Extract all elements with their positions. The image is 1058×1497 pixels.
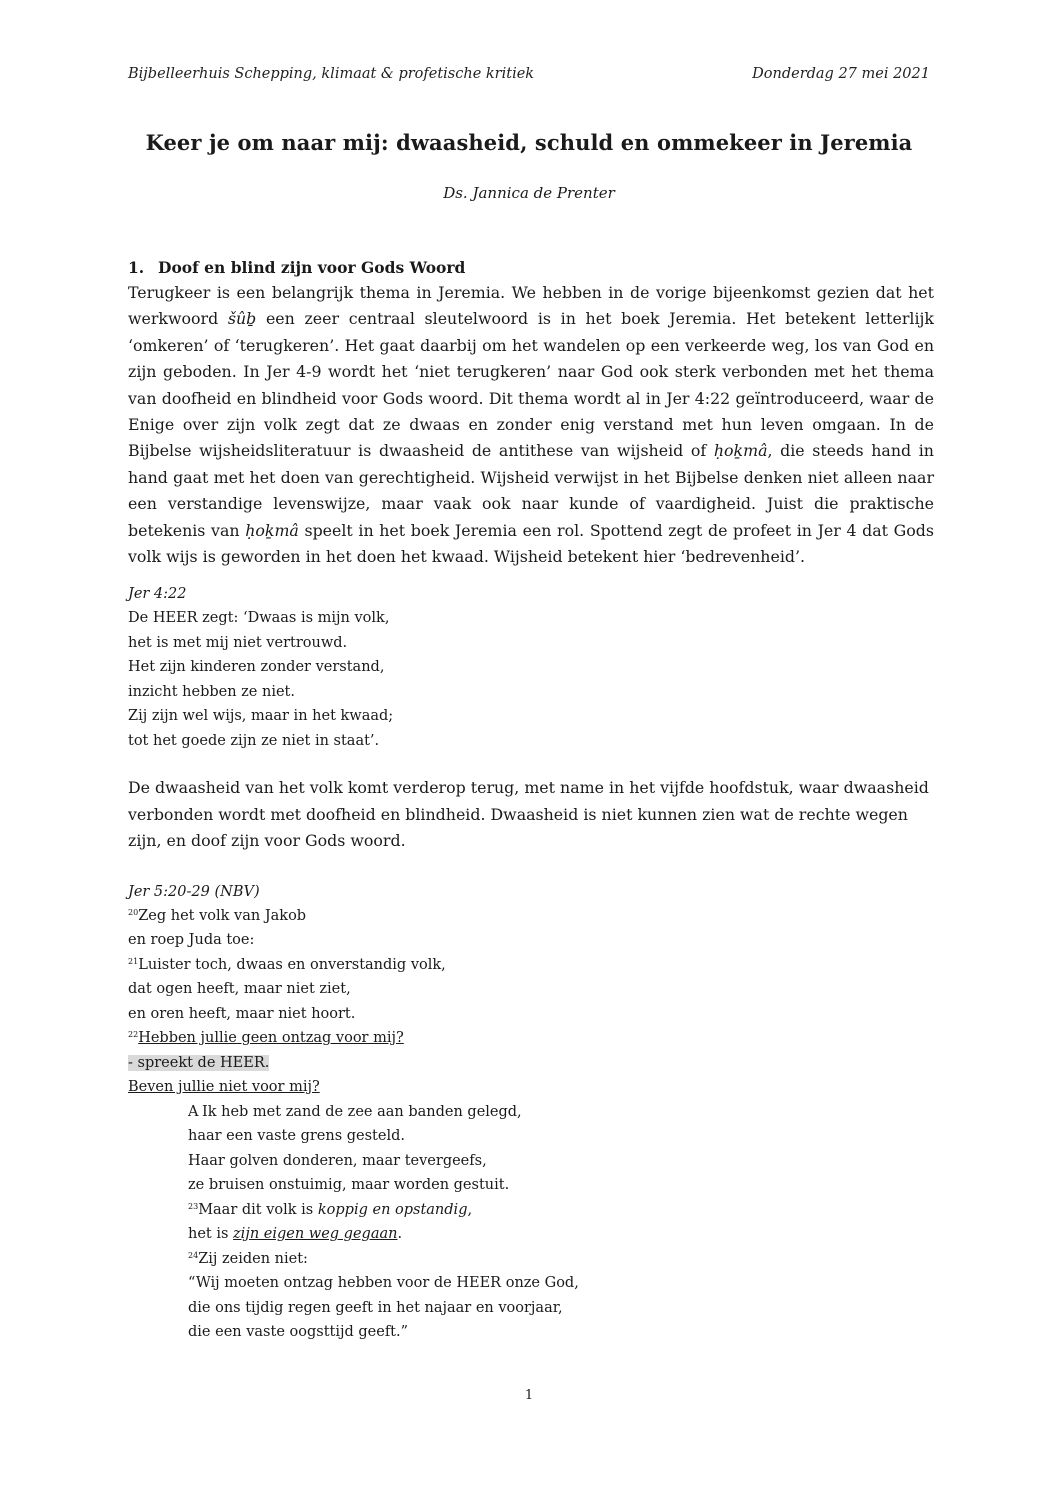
verse-line: Zij zijn wel wijs, maar in het kwaad; [128, 708, 394, 725]
verse-line: Beven jullie niet voor mij? [128, 1079, 320, 1096]
header-date: Donderdag 27 mei 2021 [752, 66, 930, 82]
document-body [128, 256, 934, 1345]
text-line: , die steeds hand in hand gaat [128, 441, 934, 487]
verse-number: 23 [188, 1201, 199, 1211]
verse-line: $^{23}$Maar dit volk is koppig en opstandig, [188, 1201, 473, 1218]
text-line: Terugkeer is een belangrijk thema in Jeremia. We hebben in de vorige bijeenkomst gezien dat het [128, 283, 934, 302]
text-line: een zeer centraal sleutelwoord is in het boek Jeremia. Het betekent letterlijk [256, 309, 934, 329]
verse-line: Het zijn kinderen zonder verstand, [128, 659, 385, 676]
text-line: zijn, en doof zijn voor Gods woord. [128, 831, 406, 851]
quote-reference: Jer 4:22 [128, 586, 187, 603]
section-number: 1. [128, 258, 145, 277]
text-line: met het doen van gerechtigheid. Wijsheid verwijst in het Bijbelse denken niet alleen naar een [128, 467, 934, 514]
structure-marker: A [188, 1103, 199, 1120]
section-heading [128, 256, 934, 280]
text-line: van [211, 520, 246, 540]
verse-line: A Ik heb met zand de zee aan banden gelegd, [128, 1100, 934, 1125]
document-author: Ds. Jannica de Prenter [443, 184, 615, 202]
verse-number: 20 [128, 907, 139, 917]
text-line: geworden in het doen het kwaad. Wijsheid betekent hier ‘bedrevenheid’. [220, 547, 806, 567]
text-line: De dwaasheid van het volk komt verderop terug, met name in het vijfde hoofdstuk, waar dwaasheid [128, 778, 929, 798]
verse-line: haar een vaste grens gesteld. [188, 1128, 405, 1145]
document-title: Keer je om naar mij: dwaasheid, schuld en ommekeer in Jeremia [145, 130, 913, 155]
verse-line: $^{24}$Zij zeiden niet: [188, 1250, 308, 1267]
text-line: ‘omkeren’ of ‘terugkeren’. Het gaat daarbij om het wandelen op een verkeerde weg, los van God en [128, 335, 934, 355]
verse-line [128, 1051, 934, 1076]
text-line: verstandige levenswijze, maar vaak ook naar kunde of vaardigheid. Juist die praktische betekenis [128, 494, 934, 540]
verse-number: 24 [188, 1250, 199, 1260]
hebrew-term: ḥoḵmâ [245, 520, 299, 540]
verse-line: dat ogen heeft, maar niet ziet, [128, 981, 351, 998]
verse-line: $^{20}$Zeg het volk van Jakob [128, 907, 307, 924]
verse-line: De HEER zegt: ‘Dwaas is mijn volk, [128, 610, 390, 627]
text-line: wijsheidsliteratuur is dwaasheid de antithese van wijsheid of [199, 441, 714, 461]
verse-line: het is met mij niet vertrouwd. [128, 634, 348, 651]
hebrew-term: ḥoḵmâ [713, 441, 768, 461]
verse-line: die een vaste oogsttijd geeft.” [188, 1324, 409, 1341]
verse-line: $^{22}$Hebben jullie geen ontzag voor mij? [128, 1030, 404, 1047]
verse-line: tot het goede zijn ze niet in staat’. [128, 732, 380, 749]
text-line: zijn geboden. In Jer 4-9 wordt het ‘niet terugkeren’ naar God ook sterk verbonden met het thema [128, 362, 934, 382]
hebrew-term: šûḇ [227, 309, 257, 329]
verse-line: Haar golven donderen, maar tevergeefs, [188, 1152, 487, 1169]
running-header [128, 66, 930, 82]
paragraph-1 [128, 280, 934, 570]
bible-version: NBV [220, 883, 254, 900]
bible-quote-jer-5-20-29 [128, 904, 934, 1345]
quote-reference: Jer 5:20-29 (NBV) [128, 883, 260, 900]
verse-line: het is zijn eigen weg gegaan. [188, 1226, 403, 1243]
text-line: van doofheid en blindheid voor Gods woord. Dit thema wordt al in Jer 4:22 geïntroduceerd, waar de [128, 388, 934, 408]
text-line: werkwoord [128, 309, 228, 329]
verse-line: $^{21}$Luister toch, dwaas en onverstandig volk, [128, 956, 446, 973]
verse-line: ze bruisen onstuimig, maar worden gestuit. [188, 1177, 510, 1194]
page-number: 1 [524, 1388, 534, 1403]
verse-number: 21 [128, 956, 139, 966]
section-title: Doof en blind zijn voor Gods Woord [158, 258, 466, 277]
text-line: speelt in het boek Jeremia een rol. Spottend zegt de profeet in Jer 4 dat Gods volk wijs is [128, 520, 934, 567]
verse-line: en oren heeft, maar niet hoort. [128, 1005, 356, 1022]
verse-line: die ons tijdig regen geeft in het najaar en voorjaar, [188, 1299, 563, 1316]
text-line: verbonden wordt met doofheid en blindheid. Dwaasheid is niet kunnen zien wat de rechte wegen [128, 804, 908, 824]
header-left: Bijbelleerhuis Schepping, klimaat & profetische kritiek [128, 66, 535, 82]
verse-line: “Wij moeten ontzag hebben voor de HEER onze God, [188, 1275, 579, 1292]
paragraph-2 [128, 775, 934, 854]
highlighted-text: - spreekt de HEER. [128, 1054, 270, 1071]
bible-quote-jer-4-22 [128, 606, 934, 753]
verse-line: en roep Juda toe: [128, 932, 255, 949]
text-line: Enige over zijn volk zegt dat ze dwaas en zonder enig verstand met hun leven omgaan. In de Bijbelse [128, 415, 934, 461]
verse-line: inzicht hebben ze niet. [128, 683, 295, 700]
verse-number: 22 [128, 1030, 139, 1040]
